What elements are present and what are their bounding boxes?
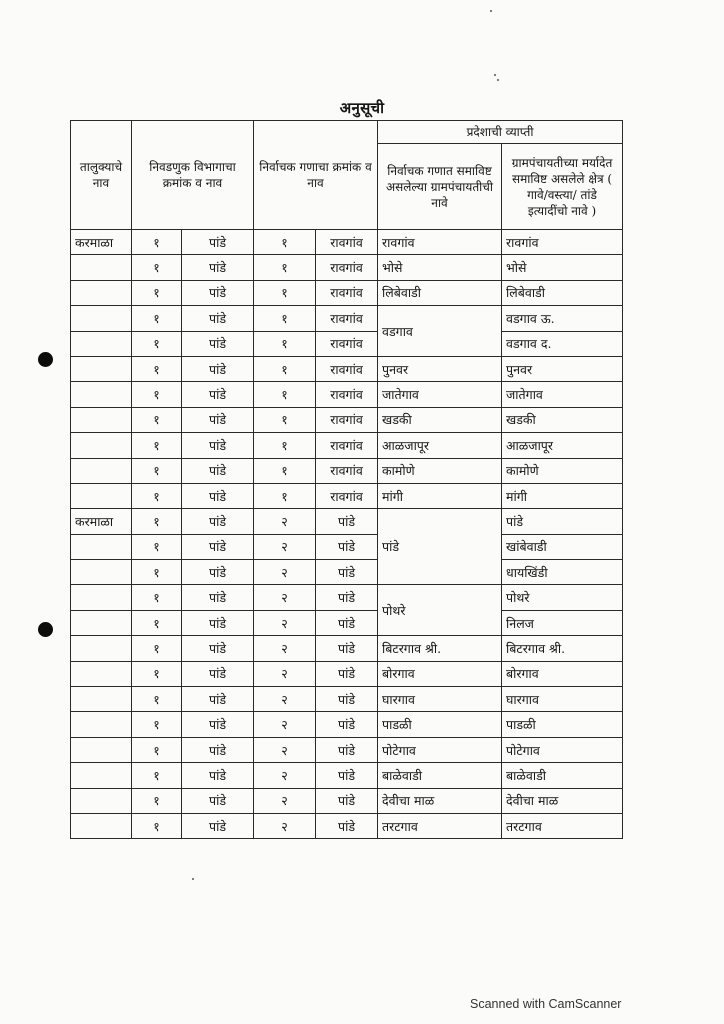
cell-division-no: १ — [132, 483, 182, 508]
scan-speck — [490, 10, 492, 12]
cell-constituency-name: पांडे — [316, 560, 378, 585]
cell-taluka — [71, 813, 132, 838]
cell-constituency-no: २ — [254, 610, 316, 635]
table-row — [71, 585, 623, 610]
cell-division-no: १ — [132, 382, 182, 407]
cell-division-no: १ — [132, 763, 182, 788]
cell-division-no: १ — [132, 661, 182, 686]
cell-constituency-name: पांडे — [316, 534, 378, 559]
cell-taluka — [71, 712, 132, 737]
punch-hole-top — [38, 352, 53, 367]
cell-constituency-name: रावगांव — [316, 433, 378, 458]
scan-speck — [494, 74, 496, 76]
schedule-rows — [71, 230, 623, 839]
cell-gp-name: जातेगाव — [378, 382, 502, 407]
header-taluka: तालुक्याचे नाव — [71, 121, 132, 230]
schedule-table — [70, 120, 623, 839]
cell-division-name: पांडे — [182, 788, 254, 813]
cell-constituency-no: २ — [254, 712, 316, 737]
cell-constituency-name: पांडे — [316, 687, 378, 712]
cell-gp-name: पांडे — [378, 509, 502, 585]
cell-area: देवीचा माळ — [502, 788, 623, 813]
cell-taluka — [71, 255, 132, 280]
page-title: अनुसूची — [339, 99, 385, 117]
cell-constituency-name: रावगांव — [316, 356, 378, 381]
cell-division-no: १ — [132, 230, 182, 255]
cell-division-no: १ — [132, 712, 182, 737]
cell-taluka — [71, 788, 132, 813]
cell-area: मांगी — [502, 483, 623, 508]
cell-area: बोरगाव — [502, 661, 623, 686]
cell-division-no: १ — [132, 560, 182, 585]
cell-division-no: १ — [132, 306, 182, 331]
cell-division-no: १ — [132, 737, 182, 762]
cell-taluka — [71, 687, 132, 712]
header-area: ग्रामपंचायतीच्या मर्यादेत समाविष्ट असलेले क्षेत्र ( गावे/वस्त्या/ तांडे इत्यादींचो नावे ) — [502, 144, 623, 230]
cell-constituency-no: १ — [254, 458, 316, 483]
cell-constituency-no: १ — [254, 306, 316, 331]
cell-gp-name: भोसे — [378, 255, 502, 280]
cell-taluka — [71, 585, 132, 610]
cell-constituency-no: २ — [254, 585, 316, 610]
cell-constituency-no: १ — [254, 407, 316, 432]
cell-taluka — [71, 331, 132, 356]
cell-gp-name: पुनवर — [378, 356, 502, 381]
cell-taluka — [71, 407, 132, 432]
table-row — [71, 280, 623, 305]
cell-division-name: पांडे — [182, 433, 254, 458]
cell-taluka: करमाळा — [71, 230, 132, 255]
table-row — [71, 382, 623, 407]
cell-division-name: पांडे — [182, 306, 254, 331]
cell-division-name: पांडे — [182, 813, 254, 838]
table-row — [71, 306, 623, 331]
cell-taluka — [71, 483, 132, 508]
cell-constituency-no: १ — [254, 331, 316, 356]
cell-constituency-no: १ — [254, 280, 316, 305]
cell-area: वडगाव द. — [502, 331, 623, 356]
cell-constituency-name: रावगांव — [316, 255, 378, 280]
cell-division-no: १ — [132, 407, 182, 432]
cell-area: वडगाव ऊ. — [502, 306, 623, 331]
cell-division-name: पांडे — [182, 509, 254, 534]
cell-constituency-no: १ — [254, 255, 316, 280]
cell-gp-name: लिबेवाडी — [378, 280, 502, 305]
table-row — [71, 534, 623, 559]
header-constituency: निर्वाचक गणाचा क्रमांक व नाव — [254, 121, 378, 230]
scan-speck — [192, 878, 194, 880]
table-row — [71, 407, 623, 432]
cell-area: लिबेवाडी — [502, 280, 623, 305]
table-row — [71, 737, 623, 762]
cell-division-name: पांडे — [182, 407, 254, 432]
cell-division-name: पांडे — [182, 255, 254, 280]
table-row — [71, 661, 623, 686]
cell-constituency-no: १ — [254, 356, 316, 381]
cell-constituency-no: १ — [254, 382, 316, 407]
cell-division-no: १ — [132, 585, 182, 610]
cell-taluka — [71, 610, 132, 635]
cell-constituency-name: पांडे — [316, 813, 378, 838]
cell-constituency-name: पांडे — [316, 712, 378, 737]
cell-constituency-no: २ — [254, 687, 316, 712]
table-row — [71, 331, 623, 356]
cell-gp-name: वडगाव — [378, 306, 502, 357]
cell-division-name: पांडे — [182, 560, 254, 585]
cell-taluka — [71, 763, 132, 788]
cell-gp-name: पोटेगाव — [378, 737, 502, 762]
cell-taluka — [71, 661, 132, 686]
table-row — [71, 813, 623, 838]
cell-division-name: पांडे — [182, 331, 254, 356]
table-row — [71, 560, 623, 585]
cell-taluka — [71, 534, 132, 559]
cell-constituency-no: १ — [254, 230, 316, 255]
cell-constituency-name: पांडे — [316, 661, 378, 686]
cell-constituency-name: रावगांव — [316, 382, 378, 407]
table-row — [71, 712, 623, 737]
table-row — [71, 230, 623, 255]
cell-area: रावगांव — [502, 230, 623, 255]
cell-division-name: पांडे — [182, 534, 254, 559]
table-row — [71, 255, 623, 280]
cell-constituency-no: २ — [254, 788, 316, 813]
cell-area: पोटेगाव — [502, 737, 623, 762]
cell-area: धायखिंडी — [502, 560, 623, 585]
cell-constituency-name: रावगांव — [316, 483, 378, 508]
cell-gp-name: घारगाव — [378, 687, 502, 712]
cell-division-no: १ — [132, 610, 182, 635]
cell-division-no: १ — [132, 687, 182, 712]
cell-gp-name: बाळेवाडी — [378, 763, 502, 788]
cell-constituency-no: २ — [254, 763, 316, 788]
cell-gp-name: रावगांव — [378, 230, 502, 255]
cell-constituency-no: २ — [254, 737, 316, 762]
cell-division-name: पांडे — [182, 636, 254, 661]
cell-area: बाळेवाडी — [502, 763, 623, 788]
cell-division-no: १ — [132, 509, 182, 534]
cell-taluka — [71, 458, 132, 483]
cell-division-no: १ — [132, 331, 182, 356]
cell-division-name: पांडे — [182, 483, 254, 508]
cell-division-no: १ — [132, 534, 182, 559]
header-gp-names: निर्वाचक गणात समाविष्ट असलेल्या ग्रामपंचायतीची नावे — [378, 144, 502, 230]
cell-gp-name: देवीचा माळ — [378, 788, 502, 813]
cell-constituency-no: २ — [254, 636, 316, 661]
cell-constituency-no: १ — [254, 433, 316, 458]
cell-division-name: पांडे — [182, 356, 254, 381]
cell-constituency-no: २ — [254, 813, 316, 838]
cell-constituency-name: रावगांव — [316, 230, 378, 255]
cell-division-no: १ — [132, 458, 182, 483]
cell-division-no: १ — [132, 636, 182, 661]
cell-area: तरटगाव — [502, 813, 623, 838]
cell-taluka — [71, 382, 132, 407]
cell-area: बिटरगाव श्री. — [502, 636, 623, 661]
punch-hole-bottom — [38, 622, 53, 637]
cell-division-name: पांडे — [182, 382, 254, 407]
cell-constituency-name: पांडे — [316, 509, 378, 534]
cell-gp-name: बोरगाव — [378, 661, 502, 686]
scan-speck — [497, 79, 499, 81]
cell-division-no: १ — [132, 255, 182, 280]
cell-constituency-no: २ — [254, 661, 316, 686]
cell-area: निलज — [502, 610, 623, 635]
cell-constituency-name: पांडे — [316, 788, 378, 813]
cell-gp-name: मांगी — [378, 483, 502, 508]
cell-constituency-name: पांडे — [316, 636, 378, 661]
cell-division-name: पांडे — [182, 610, 254, 635]
table-row — [71, 483, 623, 508]
cell-area: पुनवर — [502, 356, 623, 381]
cell-gp-name: पाडळी — [378, 712, 502, 737]
cell-gp-name: खडकी — [378, 407, 502, 432]
cell-division-name: पांडे — [182, 280, 254, 305]
cell-division-no: १ — [132, 280, 182, 305]
table-row — [71, 433, 623, 458]
table-row — [71, 458, 623, 483]
cell-area: पाडळी — [502, 712, 623, 737]
table-row — [71, 509, 623, 534]
cell-constituency-name: पांडे — [316, 610, 378, 635]
cell-taluka: करमाळा — [71, 509, 132, 534]
header-coverage: प्रदेशाची व्याप्ती — [378, 121, 623, 144]
cell-taluka — [71, 560, 132, 585]
cell-constituency-no: २ — [254, 560, 316, 585]
cell-division-name: पांडे — [182, 585, 254, 610]
cell-constituency-name: पांडे — [316, 585, 378, 610]
cell-constituency-name: रावगांव — [316, 407, 378, 432]
cell-area: जातेगाव — [502, 382, 623, 407]
cell-gp-name: तरटगाव — [378, 813, 502, 838]
cell-taluka — [71, 306, 132, 331]
cell-constituency-name: पांडे — [316, 737, 378, 762]
cell-constituency-name: रावगांव — [316, 280, 378, 305]
cell-constituency-no: १ — [254, 483, 316, 508]
cell-division-no: १ — [132, 788, 182, 813]
cell-division-name: पांडे — [182, 230, 254, 255]
cell-division-name: पांडे — [182, 687, 254, 712]
cell-constituency-no: २ — [254, 534, 316, 559]
cell-area: खांबेवाडी — [502, 534, 623, 559]
table-row — [71, 788, 623, 813]
cell-division-no: १ — [132, 433, 182, 458]
cell-area: घारगाव — [502, 687, 623, 712]
table-row — [71, 610, 623, 635]
table-row — [71, 356, 623, 381]
cell-taluka — [71, 356, 132, 381]
cell-taluka — [71, 433, 132, 458]
cell-taluka — [71, 280, 132, 305]
cell-division-name: पांडे — [182, 763, 254, 788]
cell-division-no: १ — [132, 813, 182, 838]
cell-gp-name: पोथरे — [378, 585, 502, 636]
cell-area: आळजापूर — [502, 433, 623, 458]
cell-area: पांडे — [502, 509, 623, 534]
cell-division-name: पांडे — [182, 737, 254, 762]
cell-constituency-no: २ — [254, 509, 316, 534]
table-row — [71, 636, 623, 661]
cell-area: पोथरे — [502, 585, 623, 610]
cell-gp-name: आळजापूर — [378, 433, 502, 458]
cell-constituency-name: रावगांव — [316, 306, 378, 331]
table-row — [71, 687, 623, 712]
cell-division-name: पांडे — [182, 661, 254, 686]
cell-division-no: १ — [132, 356, 182, 381]
cell-division-name: पांडे — [182, 458, 254, 483]
cell-area: कामोणे — [502, 458, 623, 483]
cell-constituency-name: रावगांव — [316, 331, 378, 356]
header-division: निवडणुक विभागाचा क्रमांक व नाव — [132, 121, 254, 230]
cell-area: खडकी — [502, 407, 623, 432]
cell-gp-name: कामोणे — [378, 458, 502, 483]
cell-area: भोसे — [502, 255, 623, 280]
cell-constituency-name: रावगांव — [316, 458, 378, 483]
cell-constituency-name: पांडे — [316, 763, 378, 788]
scanner-watermark: Scanned with CamScanner — [470, 997, 622, 1011]
cell-taluka — [71, 636, 132, 661]
cell-taluka — [71, 737, 132, 762]
cell-division-name: पांडे — [182, 712, 254, 737]
cell-gp-name: बिटरगाव श्री. — [378, 636, 502, 661]
table-row — [71, 763, 623, 788]
